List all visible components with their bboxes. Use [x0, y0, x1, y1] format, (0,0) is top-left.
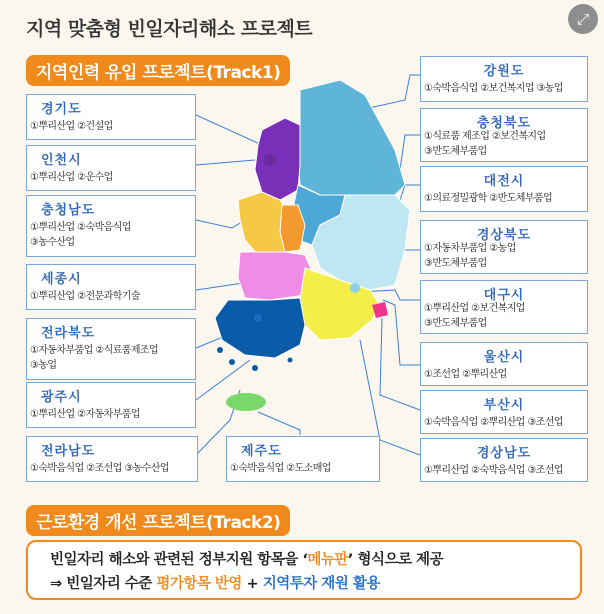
region-box-busan: [420, 390, 588, 434]
region-name: 부산시: [483, 398, 525, 413]
gyeonggi-region: [255, 118, 300, 200]
region-items: ①뿌리산업 ②운수업: [30, 172, 113, 183]
region-box-gyeongbuk: [420, 220, 588, 274]
region-name: 세종시: [41, 272, 82, 287]
region-items: ①자동차부품업 ②식료품제조업 ③농업: [30, 345, 159, 371]
gangwon-region: [298, 80, 405, 200]
menu-highlight: 메뉴판: [307, 552, 348, 568]
region-name: 경상남도: [476, 446, 532, 461]
region-box-incheon: [26, 145, 196, 191]
region-box-gyeongnam: [420, 438, 588, 482]
region-items: ①뿌리산업 ②건설업: [30, 121, 113, 132]
region-items: ①뿌리산업 ②자동차부품업: [30, 409, 140, 420]
region-box-daejeon: [420, 166, 588, 212]
region-name: 광주시: [41, 390, 82, 405]
track2-banner: 근로환경 개선 프로젝트(Track2): [26, 505, 290, 536]
region-box-gyeonggi: [26, 94, 196, 140]
region-items: ①조선업 ②뿌리산업: [424, 369, 507, 380]
region-box-jeonnam: [26, 436, 198, 482]
region-name: 대전시: [483, 174, 525, 189]
investment-highlight: 지역투자 재원 활용: [262, 576, 380, 592]
region-name: 전라북도: [41, 326, 96, 341]
region-name: 경기도: [41, 102, 82, 117]
description-line-2: ⇒ 빈일자리 수준 평가항목 반영 + 지역투자 재원 활용: [50, 576, 380, 592]
expand-icon[interactable]: ⤢: [568, 4, 598, 34]
region-name: 충청북도: [476, 116, 532, 131]
region-name: 경상북도: [476, 228, 532, 243]
region-items: ①뿌리산업 ②숙박음식업 ③조선업: [424, 465, 563, 476]
description-line-1: 빈일자리 해소와 관련된 정부지원 항목을 ‘메뉴판’ 형식으로 제공: [50, 552, 444, 568]
region-items: ①숙박음식업 ②보건복지업 ③농업: [424, 83, 563, 94]
region-name: 강원도: [483, 64, 525, 79]
region-items: ①뿌리산업 ②전문과학기술: [30, 291, 140, 302]
evaluation-highlight: 평가항목 반영: [156, 576, 242, 592]
jeonnam-region: [215, 298, 305, 358]
region-box-gangwon: [420, 56, 588, 102]
page-title: 지역 맞춤형 빈일자리해소 프로젝트: [26, 18, 313, 40]
region-name: 제주도: [241, 444, 282, 459]
region-name: 대구시: [483, 288, 525, 303]
region-items: ①숙박음식업 ②조선업 ③농수산업: [30, 463, 169, 474]
region-box-chungnam: [26, 195, 196, 257]
menu-description-box: [26, 540, 582, 600]
region-name: 인천시: [41, 153, 82, 168]
track1-banner: 지역인력 유입 프로젝트(Track1): [26, 55, 290, 86]
region-box-sejong: [26, 264, 196, 310]
region-box-daegu: [420, 280, 588, 334]
region-items: ①뿌리산업 ②숙박음식업 ③농수산업: [30, 222, 131, 248]
region-box-ulsan: [420, 342, 588, 386]
region-name: 충청남도: [41, 203, 96, 218]
region-name: 전라남도: [41, 444, 96, 459]
region-items: ①뿌리산업 ②보건복지업 ③반도체부품업: [424, 303, 525, 329]
jeju-region: [226, 393, 266, 411]
region-items: ①식료품 제조업 ②보건복지업 ③반도체부품업: [424, 131, 546, 157]
region-box-chungbuk: [420, 108, 588, 162]
region-name: 울산시: [483, 350, 525, 365]
region-box-gwangju: [26, 382, 196, 428]
region-box-jeonbuk: [26, 318, 196, 380]
region-items: ①숙박음식업 ②뿌리산업 ③조선업: [424, 417, 563, 428]
region-items: ①숙박음식업 ②도소매업: [230, 463, 331, 474]
region-items: ①자동차부품업 ②농업 ③반도체부품업: [424, 243, 516, 269]
region-box-jeju: [226, 436, 380, 482]
region-items: ①의료정밀광학 ②반도체부품업: [424, 193, 553, 204]
